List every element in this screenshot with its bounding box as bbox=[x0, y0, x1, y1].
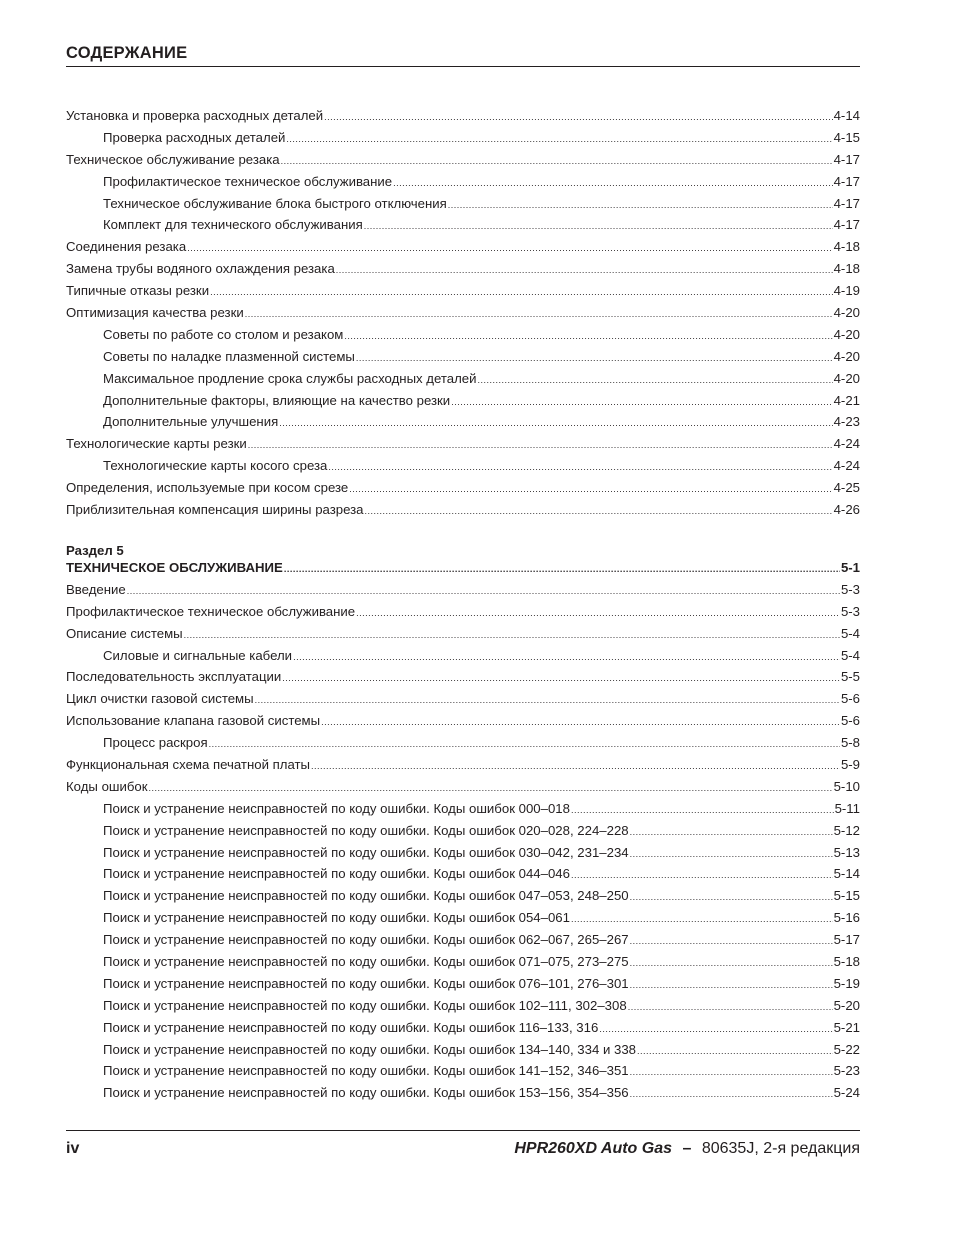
toc-leader-dots bbox=[571, 914, 833, 924]
toc-entry[interactable] bbox=[66, 1063, 860, 1085]
toc-entry-page: 4-20 bbox=[833, 326, 860, 342]
toc-entry-title: Приблизительная компенсация ширины разреза bbox=[66, 502, 364, 518]
toc-leader-dots bbox=[637, 1046, 833, 1056]
toc-entry-title: Поиск и устранение неисправностей по коду ошибки. Коды ошибок 153–156, 354–356 bbox=[103, 1085, 629, 1101]
toc-leader-dots bbox=[571, 870, 833, 880]
toc-entry-title: Типичные отказы резки bbox=[66, 283, 210, 299]
toc-leader-dots bbox=[187, 243, 832, 253]
toc-entry-title: Советы по работе со столом и резаком bbox=[103, 326, 344, 342]
toc-entry-page: 5-21 bbox=[833, 1019, 860, 1035]
toc-entry[interactable] bbox=[66, 669, 860, 691]
toc-leader-dots bbox=[448, 200, 833, 210]
toc-entry[interactable] bbox=[66, 801, 860, 823]
toc-entry-title: Поиск и устранение неисправностей по коду ошибки. Коды ошибок 000–018 bbox=[103, 800, 570, 816]
toc-entry-page: 5-15 bbox=[833, 888, 860, 904]
toc-entry-page: 4-17 bbox=[833, 217, 860, 233]
toc-leader-dots bbox=[293, 652, 840, 662]
toc-section-5-entries bbox=[66, 582, 860, 1107]
toc-leader-dots bbox=[628, 1002, 833, 1012]
toc-leader-dots bbox=[630, 958, 833, 968]
toc-entry-title: Максимальное продление срока службы расходных деталей bbox=[103, 370, 477, 386]
section-5-heading bbox=[66, 543, 860, 560]
toc-entry-title: Функциональная схема печатной платы bbox=[66, 757, 311, 773]
toc-entry-title: Поиск и устранение неисправностей по коду ошибки. Коды ошибок 141–152, 346–351 bbox=[103, 1063, 629, 1079]
toc-entry-title: Поиск и устранение неисправностей по коду ошибки. Коды ошибок 062–067, 265–267 bbox=[103, 932, 629, 948]
toc-entry[interactable] bbox=[66, 502, 860, 524]
toc-entry-page: 5-24 bbox=[833, 1085, 860, 1101]
toc-leader-dots bbox=[356, 608, 840, 618]
page-title: СОДЕРЖАНИЕ bbox=[66, 44, 188, 62]
toc-entry-title: Профилактическое техническое обслуживание bbox=[66, 603, 356, 619]
footer-dash: – bbox=[682, 1140, 692, 1157]
toc-leader-dots bbox=[630, 1089, 833, 1099]
toc-entry[interactable] bbox=[66, 152, 860, 174]
toc-entry[interactable] bbox=[66, 458, 860, 480]
toc-entry-title: Техническое обслуживание блока быстрого отключения bbox=[103, 195, 447, 211]
toc-entry-title: Дополнительные улучшения bbox=[103, 414, 279, 430]
toc-entry[interactable] bbox=[66, 976, 860, 998]
toc-leader-dots bbox=[393, 178, 832, 188]
toc-entry[interactable] bbox=[66, 393, 860, 415]
toc-entry[interactable] bbox=[66, 626, 860, 648]
toc-entry-title: Определения, используемые при косом срезе bbox=[66, 480, 349, 496]
toc-entry-title: Поиск и устранение неисправностей по коду ошибки. Коды ошибок 071–075, 273–275 bbox=[103, 954, 629, 970]
toc-entry[interactable] bbox=[66, 261, 860, 283]
toc-entry-title: Поиск и устранение неисправностей по коду ошибки. Коды ошибок 076–101, 276–301 bbox=[103, 975, 629, 991]
toc-section-4 bbox=[66, 108, 860, 524]
toc-entry-page: 5-14 bbox=[833, 866, 860, 882]
toc-entry-title: Силовые и сигнальные кабели bbox=[103, 647, 293, 663]
toc-leader-dots bbox=[127, 586, 840, 596]
toc-leader-dots bbox=[364, 221, 833, 231]
toc-entry[interactable] bbox=[66, 174, 860, 196]
toc-entry-title: Поиск и устранение неисправностей по коду ошибки. Коды ошибок 134–140, 334 и 338 bbox=[103, 1041, 636, 1057]
toc-entry[interactable] bbox=[66, 845, 860, 867]
toc-entry[interactable] bbox=[66, 998, 860, 1020]
toc-leader-dots bbox=[630, 980, 833, 990]
toc-entry[interactable] bbox=[66, 305, 860, 327]
toc-entry-page: 5-6 bbox=[840, 713, 860, 729]
toc-entry-title: Введение bbox=[66, 581, 126, 597]
toc-leader-dots bbox=[349, 484, 832, 494]
toc-entry[interactable] bbox=[66, 371, 860, 393]
toc-leader-dots bbox=[282, 673, 840, 683]
toc-entry-title: Технологические карты резки bbox=[66, 436, 247, 452]
toc-entry-title: Процесс раскроя bbox=[103, 735, 208, 751]
toc-entry-title: ТЕХНИЧЕСКОЕ ОБСЛУЖИВАНИЕ bbox=[66, 560, 283, 575]
toc-entry-title: Комплект для технического обслуживания bbox=[103, 217, 363, 233]
toc-entry-title: Установка и проверка расходных деталей bbox=[66, 108, 324, 123]
toc-entry-page: 5-3 bbox=[840, 581, 860, 597]
toc-entry-title: Последовательность эксплуатации bbox=[66, 669, 282, 685]
toc-entry[interactable] bbox=[66, 648, 860, 670]
toc-leader-dots bbox=[286, 134, 832, 144]
page-footer bbox=[66, 1130, 860, 1161]
toc-entry-page: 5-18 bbox=[833, 954, 860, 970]
toc-entry-page: 5-6 bbox=[840, 691, 860, 707]
toc-entry-page: 5-16 bbox=[833, 910, 860, 926]
toc-leader-dots bbox=[311, 761, 840, 771]
toc-entry[interactable] bbox=[66, 954, 860, 976]
toc-entry-page: 4-26 bbox=[833, 502, 860, 518]
toc-entry[interactable] bbox=[66, 217, 860, 239]
toc-entry[interactable] bbox=[66, 480, 860, 502]
toc-entry-page: 5-4 bbox=[840, 647, 860, 663]
toc-entry-title: Соединения резака bbox=[66, 239, 187, 255]
toc-entry-title: Поиск и устранение неисправностей по коду ошибки. Коды ошибок 020–028, 224–228 bbox=[103, 822, 629, 838]
toc-entry-page: 4-20 bbox=[833, 348, 860, 364]
toc-leader-dots bbox=[630, 892, 833, 902]
page-header bbox=[66, 40, 860, 67]
toc-entry-title: Оптимизация качества резки bbox=[66, 305, 244, 321]
toc-leader-dots bbox=[245, 309, 833, 319]
toc-entry-title: Описание системы bbox=[66, 625, 183, 641]
toc-leader-dots bbox=[209, 739, 840, 749]
toc-entry-page: 5-3 bbox=[840, 603, 860, 619]
toc-entry-page: 5-20 bbox=[833, 997, 860, 1013]
toc-entry[interactable] bbox=[66, 866, 860, 888]
toc-leader-dots bbox=[210, 287, 833, 297]
document-revision: 80635J, 2-я редакция bbox=[701, 1140, 860, 1157]
toc-entry[interactable] bbox=[66, 779, 860, 801]
toc-entry-title: Поиск и устранение неисправностей по коду ошибки. Коды ошибок 047–053, 248–250 bbox=[103, 888, 629, 904]
toc-entry-page: 5-23 bbox=[833, 1063, 860, 1079]
toc-entry-page: 4-20 bbox=[833, 370, 860, 386]
toc-entry-page: 5-11 bbox=[834, 800, 860, 816]
toc-entry-page: 4-15 bbox=[833, 129, 860, 145]
toc-entry-page: 5-22 bbox=[833, 1041, 860, 1057]
toc-leader-dots bbox=[630, 849, 833, 859]
toc-entry[interactable] bbox=[66, 823, 860, 845]
toc-leader-dots bbox=[344, 331, 832, 341]
page-number: iv bbox=[66, 1140, 80, 1157]
toc-entry-title: Поиск и устранение неисправностей по коду ошибки. Коды ошибок 102–111, 302–308 bbox=[103, 997, 627, 1013]
toc-entry-page: 5-12 bbox=[833, 822, 860, 838]
toc-entry-title: Проверка расходных деталей bbox=[103, 129, 286, 145]
toc-entry[interactable] bbox=[66, 130, 860, 152]
toc-leader-dots bbox=[248, 440, 833, 450]
toc-entry[interactable] bbox=[66, 910, 860, 932]
toc-entry-title: Использование клапана газовой системы bbox=[66, 713, 321, 729]
toc-entry[interactable] bbox=[66, 932, 860, 954]
toc-entry-page: 4-17 bbox=[833, 195, 860, 211]
toc-entry[interactable] bbox=[66, 414, 860, 436]
toc-leader-dots bbox=[356, 353, 833, 363]
toc-section-5 bbox=[66, 560, 860, 1107]
toc-entry-title: Технологические карты косого среза bbox=[103, 458, 328, 474]
toc-leader-dots bbox=[336, 265, 833, 275]
toc-entry-title: Поиск и устранение неисправностей по коду ошибки. Коды ошибок 030–042, 231–234 bbox=[103, 844, 629, 860]
toc-entry[interactable] bbox=[66, 582, 860, 604]
toc-entry-title: Профилактическое техническое обслуживание bbox=[103, 173, 393, 189]
toc-entry-page: 4-18 bbox=[833, 239, 860, 255]
toc-entry[interactable] bbox=[66, 757, 860, 779]
toc-entry[interactable] bbox=[66, 713, 860, 735]
toc-leader-dots bbox=[571, 805, 834, 815]
toc-leader-dots bbox=[284, 564, 840, 574]
toc-entry-page: 4-18 bbox=[833, 261, 860, 277]
toc-entry[interactable] bbox=[66, 239, 860, 261]
toc-leader-dots bbox=[279, 418, 832, 428]
toc-entry[interactable] bbox=[66, 436, 860, 458]
document-id bbox=[514, 1140, 860, 1158]
toc-leader-dots bbox=[324, 112, 832, 122]
toc-entry-page: 4-19 bbox=[833, 283, 860, 299]
toc-entry[interactable] bbox=[66, 108, 860, 130]
toc-entry-title: Советы по наладке плазменной системы bbox=[103, 348, 355, 364]
toc-entry[interactable] bbox=[66, 327, 860, 349]
toc-entry-page: 5-5 bbox=[840, 669, 860, 685]
toc-entry-title: Дополнительные факторы, влияющие на качество резки bbox=[103, 392, 451, 408]
toc-entry-title: Коды ошибок bbox=[66, 778, 148, 794]
toc-entry-page: 4-21 bbox=[833, 392, 860, 408]
toc-entry-page: 4-20 bbox=[833, 305, 860, 321]
toc-entry-page: 4-14 bbox=[833, 108, 860, 123]
toc-entry-page: 4-25 bbox=[833, 480, 860, 496]
toc-leader-dots bbox=[149, 783, 833, 793]
toc-entry-page: 5-4 bbox=[840, 625, 860, 641]
toc-leader-dots bbox=[451, 397, 832, 407]
toc-entry[interactable] bbox=[66, 735, 860, 757]
toc-entry-page: 4-17 bbox=[833, 173, 860, 189]
toc-leader-dots bbox=[365, 506, 833, 516]
toc-entry[interactable] bbox=[66, 349, 860, 371]
toc-entry-page: 4-24 bbox=[833, 458, 860, 474]
toc-entry-page: 4-24 bbox=[833, 436, 860, 452]
toc-entry-page: 5-8 bbox=[840, 735, 860, 751]
section-title-entry[interactable] bbox=[66, 560, 860, 582]
toc-entry[interactable] bbox=[66, 1020, 860, 1042]
toc-leader-dots bbox=[328, 462, 832, 472]
toc-leader-dots bbox=[281, 156, 833, 166]
toc-leader-dots bbox=[630, 1067, 833, 1077]
toc-entry-page: 4-17 bbox=[833, 151, 860, 167]
toc-leader-dots bbox=[321, 717, 840, 727]
toc-entry[interactable] bbox=[66, 888, 860, 910]
toc-entry-page: 5-19 bbox=[833, 975, 860, 991]
toc-leader-dots bbox=[630, 827, 833, 837]
toc-entry-page: 5-10 bbox=[833, 778, 860, 794]
toc-entry-title: Поиск и устранение неисправностей по коду ошибки. Коды ошибок 054–061 bbox=[103, 910, 570, 926]
toc-entry[interactable] bbox=[66, 691, 860, 713]
toc-entry-page: 5-9 bbox=[840, 757, 860, 773]
toc-entry-title: Цикл очистки газовой системы bbox=[66, 691, 254, 707]
toc-entry[interactable] bbox=[66, 1042, 860, 1064]
toc-entry-page: 4-23 bbox=[833, 414, 860, 430]
toc-leader-dots bbox=[630, 936, 833, 946]
product-name: HPR260XD Auto Gas bbox=[514, 1140, 673, 1157]
toc-entry[interactable] bbox=[66, 196, 860, 218]
toc-leader-dots bbox=[184, 630, 840, 640]
toc-leader-dots bbox=[478, 375, 833, 385]
toc-entry[interactable] bbox=[66, 1085, 860, 1107]
toc-entry-title: Замена трубы водяного охлаждения резака bbox=[66, 261, 335, 277]
toc-entry-page: 5-17 bbox=[833, 932, 860, 948]
toc-entry[interactable] bbox=[66, 283, 860, 305]
toc-entry[interactable] bbox=[66, 604, 860, 626]
toc-entry-page: 5-1 bbox=[840, 560, 860, 575]
toc-entry-title: Техническое обслуживание резака bbox=[66, 151, 280, 167]
toc-entry-title: Поиск и устранение неисправностей по коду ошибки. Коды ошибок 044–046 bbox=[103, 866, 570, 882]
toc-entry-page: 5-13 bbox=[833, 844, 860, 860]
toc-entry-title: Поиск и устранение неисправностей по коду ошибки. Коды ошибок 116–133, 316 bbox=[103, 1019, 599, 1035]
toc-leader-dots bbox=[255, 695, 840, 705]
toc-leader-dots bbox=[599, 1024, 832, 1034]
section-label: Раздел 5 bbox=[66, 543, 124, 558]
